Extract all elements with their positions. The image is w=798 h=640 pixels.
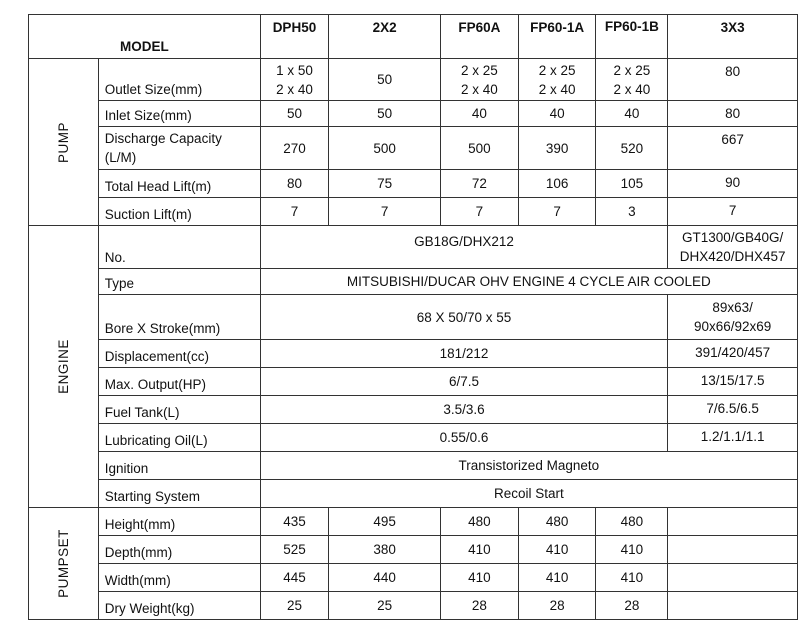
cell-height-fp60-1a: 480 — [518, 508, 596, 536]
cell-engine-oil-3x3: 1.2/1.1/1.1 — [668, 424, 798, 452]
label-engine-fuel: Fuel Tank(L) — [98, 396, 260, 424]
cell-outlet-dph50 — [260, 59, 329, 101]
label-discharge — [98, 127, 260, 170]
cell-inlet-3x3: 80 — [668, 101, 798, 127]
outlet-dph50-line2: 2 x 40 — [276, 81, 313, 97]
header-row — [29, 15, 798, 59]
cell-engine-ignition: Transistorized Magneto — [260, 452, 797, 480]
section-pumpset-label: PUMPSET — [55, 529, 71, 598]
outlet-fp601a-line1: 2 x 25 — [538, 62, 576, 78]
label-engine-type: Type — [98, 269, 260, 295]
label-engine-displacement: Displacement(cc) — [98, 340, 260, 368]
cell-outlet-fp60-1b — [596, 59, 668, 101]
label-weight: Dry Weight(kg) — [98, 592, 260, 620]
row-engine-ignition — [29, 452, 798, 480]
row-engine-output — [29, 368, 798, 396]
label-suction: Suction Lift(m) — [98, 198, 260, 226]
engine-bore-3x3-line2: 90x66/92x69 — [693, 319, 772, 334]
header-fp60-1b: FP60-1B — [596, 15, 668, 59]
label-discharge-line1: Discharge Capacity — [104, 131, 222, 146]
cell-depth-2x2: 380 — [329, 536, 441, 564]
header-3x3: 3X3 — [668, 15, 798, 59]
cell-engine-displacement-common: 181/212 — [260, 340, 668, 368]
row-engine-no — [29, 226, 798, 269]
label-head: Total Head Lift(m) — [98, 170, 260, 198]
outlet-fp601a-line2: 2 x 40 — [538, 81, 576, 97]
row-suction — [29, 198, 798, 226]
cell-width-fp60-1a: 410 — [518, 564, 596, 592]
label-engine-oil: Lubricating Oil(L) — [98, 424, 260, 452]
cell-inlet-2x2: 50 — [329, 101, 441, 127]
cell-discharge-fp60-1a: 390 — [518, 127, 596, 170]
section-engine — [29, 226, 99, 508]
row-height — [29, 508, 798, 536]
cell-depth-fp60a: 410 — [440, 536, 518, 564]
section-engine-label: ENGINE — [55, 339, 71, 394]
header-dph50: DPH50 — [260, 15, 329, 59]
cell-discharge-2x2: 500 — [329, 127, 441, 170]
cell-inlet-fp60-1a: 40 — [518, 101, 596, 127]
row-depth — [29, 536, 798, 564]
row-engine-displacement — [29, 340, 798, 368]
cell-suction-fp60-1a: 7 — [518, 198, 596, 226]
cell-inlet-fp60a: 40 — [440, 101, 518, 127]
cell-engine-displacement-3x3: 391/420/457 — [668, 340, 798, 368]
cell-width-fp60-1b: 410 — [596, 564, 668, 592]
engine-bore-3x3-line1: 89x63/ — [712, 300, 753, 315]
cell-depth-fp60-1a: 410 — [518, 536, 596, 564]
label-engine-no: No. — [98, 226, 260, 269]
row-head — [29, 170, 798, 198]
row-outlet — [29, 59, 798, 101]
cell-head-3x3: 90 — [668, 170, 798, 198]
label-inlet: Inlet Size(mm) — [98, 101, 260, 127]
cell-discharge-dph50: 270 — [260, 127, 329, 170]
cell-engine-output-3x3: 13/15/17.5 — [668, 368, 798, 396]
row-inlet — [29, 101, 798, 127]
label-discharge-line2: (L/M) — [104, 150, 137, 165]
section-pump — [29, 59, 99, 226]
cell-depth-dph50: 525 — [260, 536, 329, 564]
cell-width-2x2: 440 — [329, 564, 441, 592]
cell-discharge-3x3: 667 — [668, 127, 798, 170]
cell-height-2x2: 495 — [329, 508, 441, 536]
spec-table — [28, 14, 798, 620]
label-height: Height(mm) — [98, 508, 260, 536]
cell-height-3x3 — [668, 508, 798, 536]
header-fp60-1a: FP60-1A — [518, 15, 596, 59]
cell-engine-output-common: 6/7.5 — [260, 368, 668, 396]
cell-outlet-fp60a — [440, 59, 518, 101]
label-engine-ignition: Ignition — [98, 452, 260, 480]
row-engine-type — [29, 269, 798, 295]
label-depth: Depth(mm) — [98, 536, 260, 564]
row-engine-bore — [29, 295, 798, 340]
cell-engine-oil-common: 0.55/0.6 — [260, 424, 668, 452]
cell-height-fp60-1b: 480 — [596, 508, 668, 536]
cell-depth-fp60-1b: 410 — [596, 536, 668, 564]
cell-engine-fuel-3x3: 7/6.5/6.5 — [668, 396, 798, 424]
cell-width-3x3 — [668, 564, 798, 592]
label-engine-output: Max. Output(HP) — [98, 368, 260, 396]
cell-weight-fp60-1b: 28 — [596, 592, 668, 620]
cell-inlet-fp60-1b: 40 — [596, 101, 668, 127]
outlet-fp60a-line2: 2 x 40 — [461, 81, 498, 97]
cell-inlet-dph50: 50 — [260, 101, 329, 127]
label-engine-starting: Starting System — [98, 480, 260, 508]
cell-weight-3x3 — [668, 592, 798, 620]
outlet-fp60a-line1: 2 x 25 — [461, 62, 498, 78]
header-2x2: 2X2 — [329, 15, 441, 59]
section-pump-label: PUMP — [55, 121, 71, 163]
cell-engine-starting: Recoil Start — [260, 480, 797, 508]
cell-outlet-2x2: 50 — [329, 59, 441, 101]
cell-height-fp60a: 480 — [440, 508, 518, 536]
header-fp60a: FP60A — [440, 15, 518, 59]
cell-suction-fp60-1b: 3 — [596, 198, 668, 226]
cell-discharge-fp60a: 500 — [440, 127, 518, 170]
cell-head-fp60a: 72 — [440, 170, 518, 198]
cell-width-fp60a: 410 — [440, 564, 518, 592]
cell-engine-bore-3x3 — [668, 295, 798, 340]
cell-suction-2x2: 7 — [329, 198, 441, 226]
cell-engine-no-common: GB18G/DHX212 — [260, 226, 668, 269]
cell-head-fp60-1b: 105 — [596, 170, 668, 198]
cell-head-dph50: 80 — [260, 170, 329, 198]
engine-no-3x3-line2: DHX420/DHX457 — [679, 249, 786, 264]
cell-weight-fp60-1a: 28 — [518, 592, 596, 620]
cell-engine-bore-common: 68 X 50/70 x 55 — [260, 295, 668, 340]
cell-weight-2x2: 25 — [329, 592, 441, 620]
header-model: MODEL — [29, 15, 261, 59]
outlet-fp601b-line2: 2 x 40 — [613, 81, 651, 97]
cell-outlet-3x3: 80 — [668, 59, 798, 101]
label-width: Width(mm) — [98, 564, 260, 592]
row-engine-fuel — [29, 396, 798, 424]
cell-discharge-fp60-1b: 520 — [596, 127, 668, 170]
cell-depth-3x3 — [668, 536, 798, 564]
cell-width-dph50: 445 — [260, 564, 329, 592]
cell-suction-3x3: 7 — [668, 198, 798, 226]
outlet-dph50-line1: 1 x 50 — [276, 62, 313, 78]
row-weight — [29, 592, 798, 620]
row-engine-starting — [29, 480, 798, 508]
cell-engine-fuel-common: 3.5/3.6 — [260, 396, 668, 424]
cell-engine-type: MITSUBISHI/DUCAR OHV ENGINE 4 CYCLE AIR COOLED — [260, 269, 797, 295]
label-engine-bore: Bore X Stroke(mm) — [98, 295, 260, 340]
section-pumpset — [29, 508, 99, 620]
cell-weight-dph50: 25 — [260, 592, 329, 620]
cell-suction-fp60a: 7 — [440, 198, 518, 226]
cell-height-dph50: 435 — [260, 508, 329, 536]
engine-no-3x3-line1: GT1300/GB40G/ — [682, 230, 784, 245]
label-outlet: Outlet Size(mm) — [98, 59, 260, 101]
row-width — [29, 564, 798, 592]
cell-suction-dph50: 7 — [260, 198, 329, 226]
row-discharge — [29, 127, 798, 170]
cell-head-fp60-1a: 106 — [518, 170, 596, 198]
row-engine-oil — [29, 424, 798, 452]
cell-weight-fp60a: 28 — [440, 592, 518, 620]
cell-outlet-fp60-1a — [518, 59, 596, 101]
cell-engine-no-3x3 — [668, 226, 798, 269]
outlet-fp601b-line1: 2 x 25 — [613, 62, 651, 78]
cell-head-2x2: 75 — [329, 170, 441, 198]
